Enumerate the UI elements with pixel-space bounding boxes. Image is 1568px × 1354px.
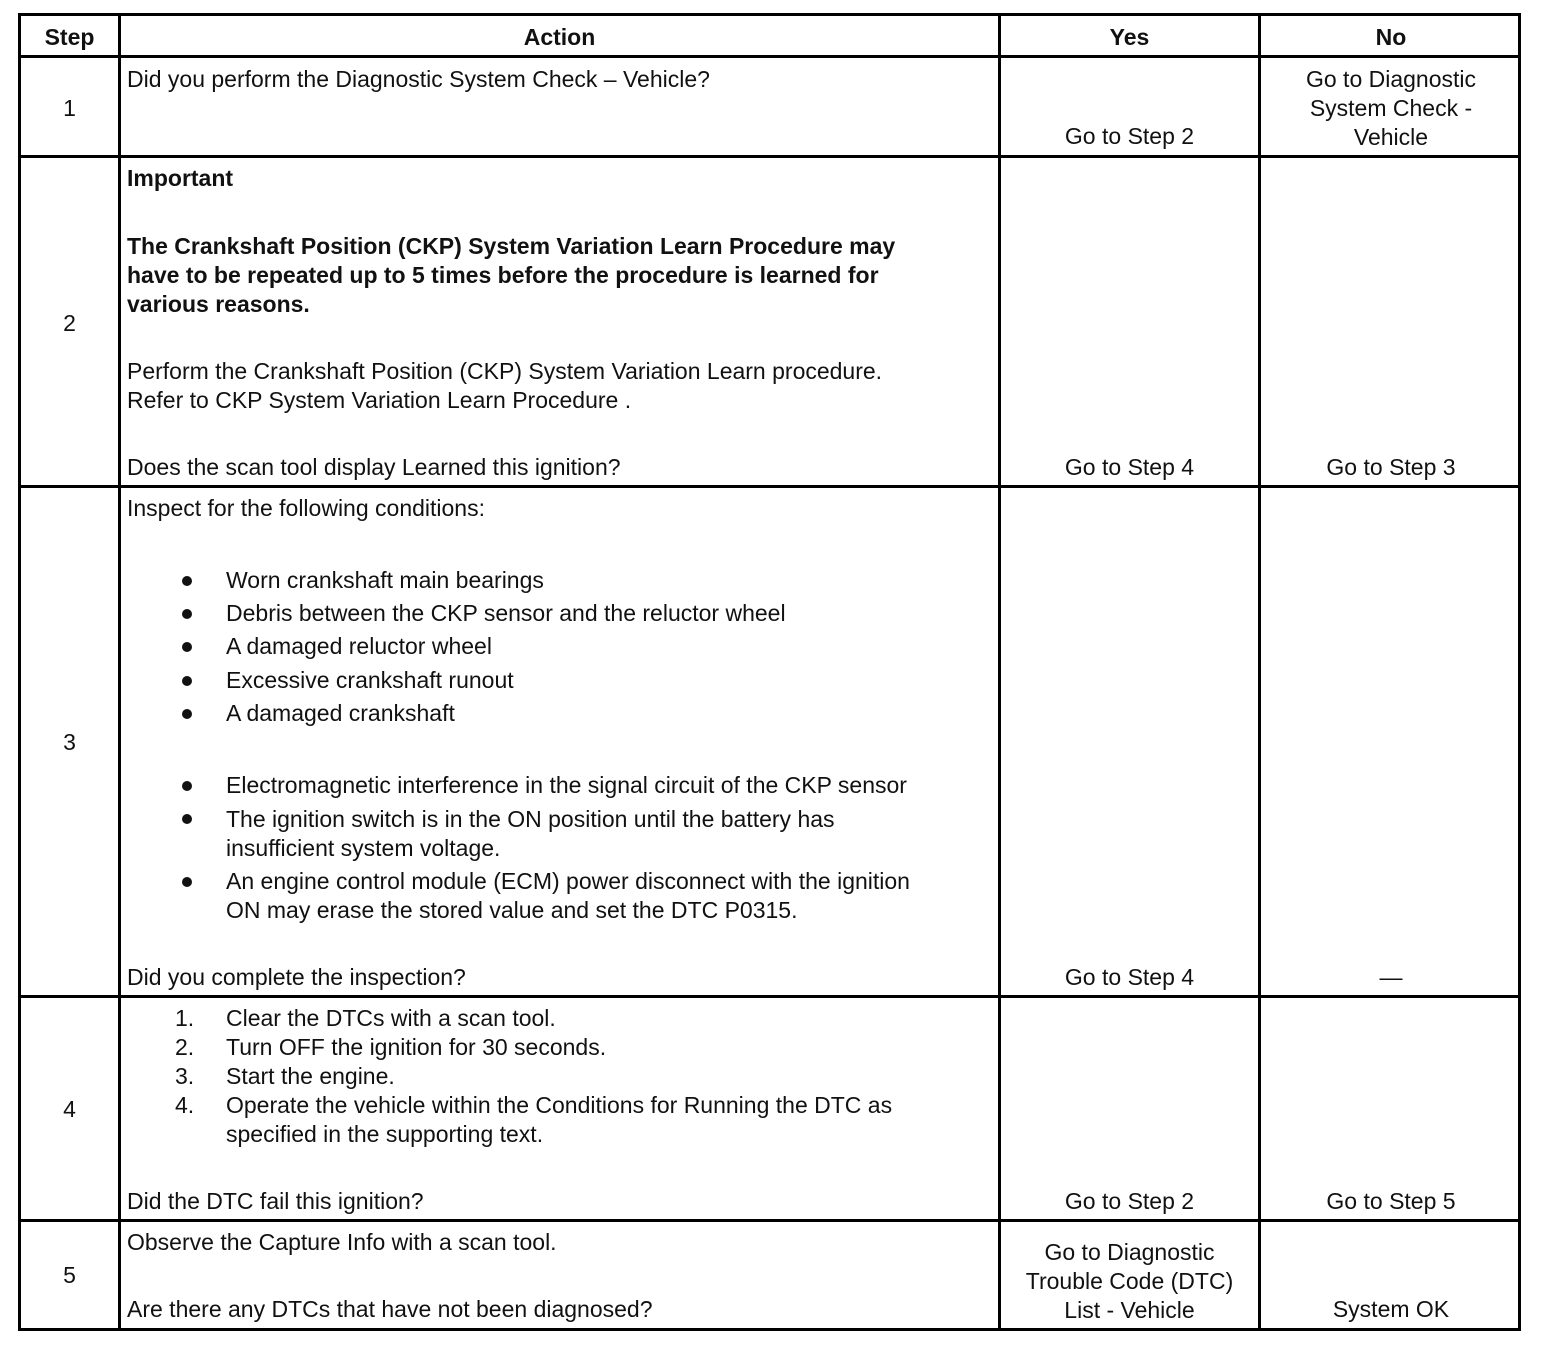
diagnostic-table [18,13,1521,1331]
column-divider [998,16,1001,1328]
list-item: Start the engine. [226,1063,395,1089]
instruction: Observe the Capture Info with a scan tool. [127,1229,557,1255]
yes-link[interactable]: Go to Step 4 [1064,964,1195,990]
action-question: Are there any DTCs that have not been diagnosed? [127,1296,653,1322]
bullet-icon [182,676,192,686]
no-link[interactable]: Go to Step 5 [1326,1188,1456,1214]
bullet-icon [182,709,192,719]
list-item: A damaged reluctor wheel [226,633,492,659]
header-no: No [1375,24,1407,50]
bullet-icon [182,814,192,824]
list-item-line: An engine control module (ECM) power disconnect with the ignition [226,868,910,894]
no-link-line: Go to Diagnostic [1305,66,1477,92]
bullet-icon [182,576,192,586]
bullet-icon [182,877,192,887]
instruction-line: Refer to CKP System Variation Learn Procedure . [127,387,632,413]
list-number: 4. [175,1092,195,1118]
step-number: 5 [63,1262,76,1288]
list-item-line: insufficient system voltage. [226,835,501,861]
list-number: 3. [175,1063,195,1089]
instruction-line: Perform the Crankshaft Position (CKP) System Variation Learn procedure. [127,358,883,384]
list-item [226,867,986,925]
row-divider [21,485,1518,488]
yes-link-line: Trouble Code (DTC) [1025,1268,1234,1294]
yes-link[interactable]: Go to Step 2 [1064,1188,1195,1214]
no-link-line: Vehicle [1353,124,1429,150]
inspection-intro: Inspect for the following conditions: [127,495,485,521]
important-note-line: various reasons. [127,291,310,317]
important-note-line: The Crankshaft Position (CKP) System Variation Learn Procedure may [127,233,896,259]
yes-link-line: List - Vehicle [1064,1297,1195,1323]
yes-link-line: Go to Diagnostic [1044,1239,1215,1265]
no-link[interactable]: Go to Step 3 [1326,454,1456,480]
list-item: Turn OFF the ignition for 30 seconds. [226,1034,607,1060]
important-label: Important [127,165,234,191]
list-item-continued: specified in the supporting text. [226,1121,544,1147]
step-number: 4 [63,1096,76,1122]
list-item: A damaged crankshaft [226,700,455,726]
no-link-line: System Check - [1309,95,1473,121]
bullet-icon [182,642,192,652]
row-divider [21,995,1518,998]
bullet-icon [182,609,192,619]
list-item: Electromagnetic interference in the signal circuit of the CKP sensor [226,772,907,798]
row-divider [21,1219,1518,1222]
row-divider [21,55,1518,58]
list-item: Operate the vehicle within the Conditions for Running the DTC as [226,1092,893,1118]
no-value: — [1379,964,1403,990]
list-number: 1. [175,1005,195,1031]
list-item [226,805,986,863]
header-step: Step [44,24,95,50]
step-number: 1 [63,95,76,121]
list-item: Excessive crankshaft runout [226,667,514,693]
column-divider [118,16,121,1328]
header-yes: Yes [1109,24,1150,50]
action-question: Did you perform the Diagnostic System Check – Vehicle? [127,66,710,92]
important-note [122,232,895,319]
action-question: Did the DTC fail this ignition? [127,1188,424,1214]
action-question: Does the scan tool display Learned this ignition? [127,454,621,480]
list-item: Worn crankshaft main bearings [226,567,544,593]
bullet-icon [182,781,192,791]
list-item-line: ON may erase the stored value and set the DTC P0315. [226,897,798,923]
list-item: Clear the DTCs with a scan tool. [226,1005,556,1031]
important-note-line: have to be repeated up to 5 times before the procedure is learned for [127,262,879,288]
row-divider [21,155,1518,158]
header-action: Action [523,24,596,50]
instruction [122,357,882,415]
list-item: Debris between the CKP sensor and the reluctor wheel [226,600,786,626]
yes-link[interactable]: Go to Step 2 [1064,123,1195,149]
list-number: 2. [175,1034,195,1060]
column-divider [1258,16,1261,1328]
step-number: 2 [63,310,76,336]
yes-link[interactable]: Go to Step 4 [1064,454,1195,480]
no-value: System OK [1332,1296,1450,1322]
yes-link[interactable] [1001,1238,1258,1325]
no-link[interactable] [1261,65,1521,152]
action-question: Did you complete the inspection? [127,964,466,990]
list-item-line: The ignition switch is in the ON position until the battery has [226,806,835,832]
step-number: 3 [63,729,76,755]
